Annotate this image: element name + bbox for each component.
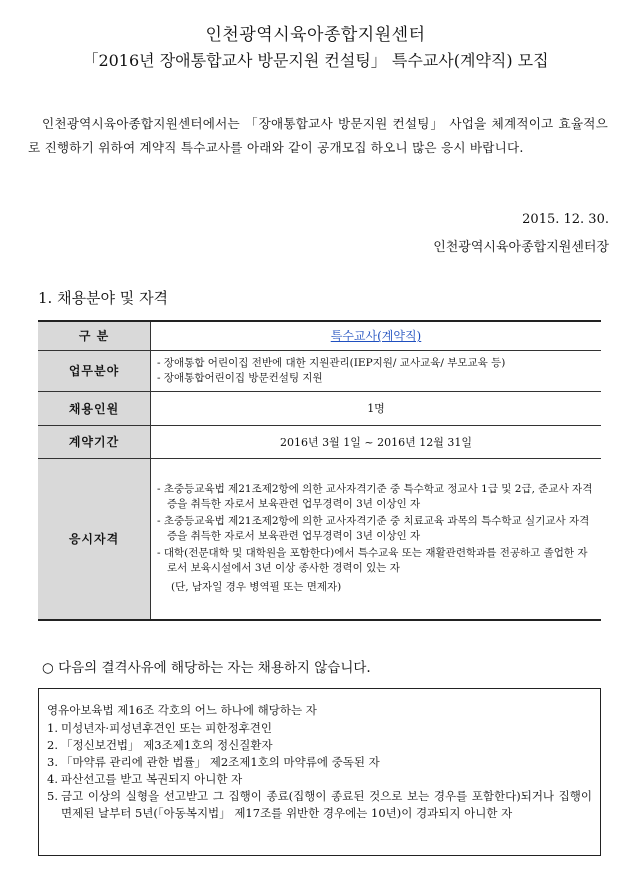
disqualification-box — [38, 688, 601, 856]
item-number: 1. — [47, 721, 58, 735]
position-link[interactable]: 특수교사(계약직) — [330, 329, 422, 344]
duties-value-cell — [151, 350, 602, 391]
table-row-duties — [38, 350, 601, 391]
table-row-period — [38, 425, 601, 458]
table-row-headcount — [38, 391, 601, 425]
item-text: 미성년자·피성년후견인 또는 피한정후견인 — [61, 721, 272, 735]
period-label-cell: 계약기간 — [38, 425, 151, 458]
document-title: 인천광역시육아종합지원센터 — [205, 25, 426, 45]
notice-date: 2015. 12. 30. — [522, 212, 609, 227]
item-text: 파산선고를 받고 복권되지 아니한 자 — [61, 772, 243, 786]
section-heading-recruitment: 1. 채용분야 및 자격 — [38, 289, 169, 307]
disqualification-item — [47, 771, 592, 788]
disqualification-item — [47, 788, 592, 822]
duty-item: - 장애통합 어린이집 전반에 대한 지원관리(IEP지원/ 교사교육/ 부모교육 등) — [157, 356, 506, 369]
qualifications-value-cell — [151, 458, 602, 620]
military-service-note: (단, 남자일 경우 병역필 또는 면제자) — [171, 581, 342, 594]
disqualification-item — [47, 720, 592, 737]
intro-paragraph: 인천광역시육아종합지원센터에서는 「장애통합교사 방문지원 컨설팅」 사업을 체계적이고 효율적으로 진행하기 위하여 계약직 특수교사를 아래와 같이 공개모집 하오니 많은 응시 바랍니다. — [28, 116, 608, 155]
qualification-item: - 대학(전문대학 및 대학원을 포함한다)에서 특수교육 또는 재활관련학과를 전공하고 졸업한 자로서 보육시설에서 3년 이상 종사한 경력이 있는 자 — [157, 547, 588, 575]
item-text: 금고 이상의 실형을 선고받고 그 집행이 종료(집행이 종료된 것으로 보는 경우를 포함한다)되거나 집행이 면제된 날부터 5년(「아동복지법」 제17조를 위반한 경우에는 10년)이 경과되지 아니한 자 — [61, 789, 592, 820]
disqualification-box-heading: 영유아보육법 제16조 각호의 어느 하나에 해당하는 자 — [47, 703, 317, 717]
headcount-label-cell: 채용인원 — [38, 391, 151, 425]
document-subtitle: 「2016년 장애통합교사 방문지원 컨설팅」 특수교사(계약직) 모집 — [82, 51, 549, 70]
qualification-item: - 초중등교육법 제21조제2항에 의한 교사자격기준 중 치료교육 과목의 특수학교 실기교사 자격증을 취득한 자로서 보육관련 업무경력이 3년 이상인 자 — [157, 515, 590, 543]
disqualification-item — [47, 737, 592, 754]
table-row-qualifications — [38, 458, 601, 620]
item-number: 4. — [47, 772, 58, 786]
recruitment-table — [38, 320, 601, 621]
duty-item: - 장애통합어린이집 방문컨설팅 지원 — [157, 371, 323, 384]
qualifications-label-cell: 응시자격 — [38, 458, 151, 620]
header-label-cell: 구 분 — [38, 321, 151, 350]
item-number: 5. — [47, 789, 58, 803]
issuer-name: 인천광역시육아종합지원센터장 — [433, 240, 609, 255]
item-text: 「정신보건법」 제3조제1호의 정신질환자 — [61, 738, 273, 752]
disqualification-notice: ○ 다음의 결격사유에 해당하는 자는 채용하지 않습니다. — [42, 660, 371, 676]
disqualification-item — [47, 754, 592, 771]
qualification-item: - 초중등교육법 제21조제2항에 의한 교사자격기준 중 특수학교 정교사 1급 및 2급, 준교사 자격증을 취득한 자로서 보육관련 업무경력이 3년 이상인 자 — [157, 483, 593, 511]
item-text: 「마약류 관리에 관한 법률」 제2조제1호의 마약류에 중독된 자 — [61, 755, 380, 769]
period-value-cell: 2016년 3월 1일 ~ 2016년 12월 31일 — [151, 425, 602, 458]
table-row-header — [38, 321, 601, 350]
headcount-value-cell: 1명 — [151, 391, 602, 425]
item-number: 2. — [47, 738, 58, 752]
duties-label-cell: 업무분야 — [38, 350, 151, 391]
item-number: 3. — [47, 755, 58, 769]
header-value-cell — [151, 321, 602, 350]
